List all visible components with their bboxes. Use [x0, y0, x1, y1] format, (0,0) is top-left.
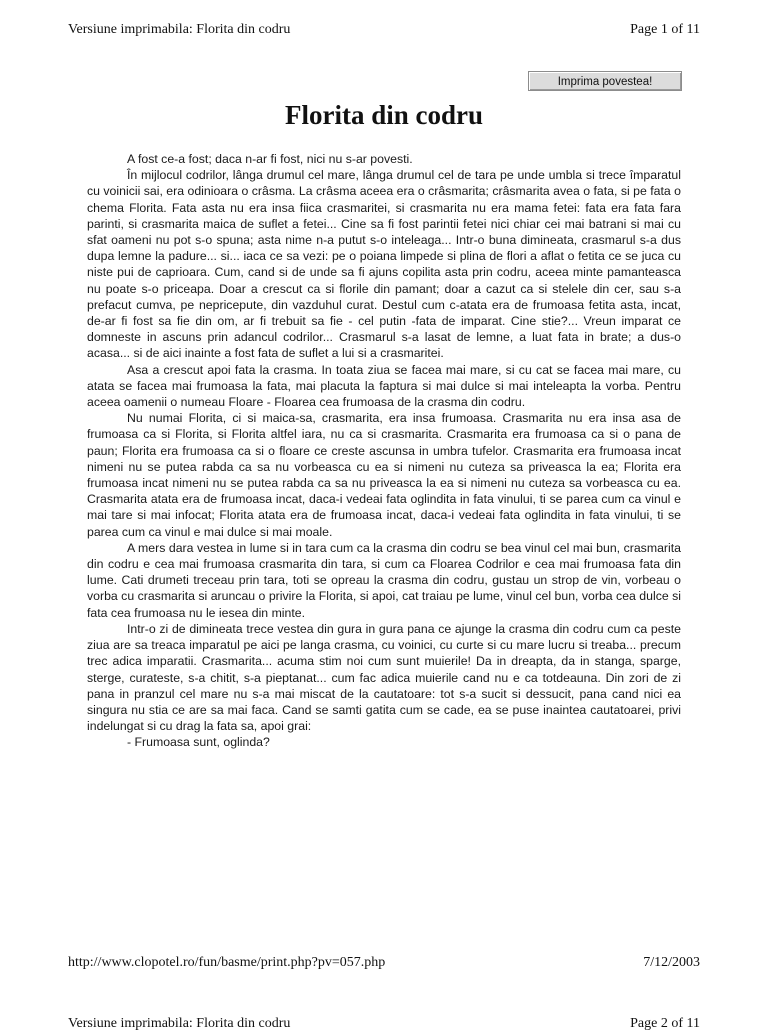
story-paragraph: Asa a crescut apoi fata la crasma. In toata ziua se facea mai mare, si cu cat se facea mai mare, cu atata se facea mai frumoasa la fata, mai placuta la faptura si mai dulce si mai inteleapta la vorba. Pentru aceea oamenii o numeau Floare - Floarea cea frumoasa de la crasma din codru.	[87, 362, 681, 410]
header-title: Versiune imprimabila: Florita din codru	[68, 22, 291, 37]
print-header	[68, 22, 700, 38]
print-footer	[68, 955, 700, 971]
story-paragraph: A mers dara vestea in lume si in tara cum ca la crasma din codru se bea vinul cel mai bun, crasmarita din codru e cea mai frumoasa crasmarita din tara, si cum ca Floarea Codrilor e cea mai frumoasa fata din lume. Cati drumeti treceau prin tara, toti se opreau la crasma din codru, gustau un strop de vin, vorbeau o vorba cu crasmarita si aruncau o privire la Florita, si apoi, cat traiau pe lume, vinul cel bun, vorba cea dulce si fata cea frumoasa nu le iesea din minte.	[87, 540, 681, 620]
story-paragraph: În mijlocul codrilor, lânga drumul cel mare, lânga drumul cel de tara pe unde umbla si trece împaratul cu voinicii sai, era odinioara o crâsma. La crâsma aceea era o crâsmarita; crâsmarita avea o fata, si pe fata o chema Florita. Fata asta nu era insa fiica crasmaritei, si crasmarita nu era mama fetei: fata era fata fara parinti, si crasmarita maica de suflet a fetei... Cine sa fi fost parintii fetei nici chiar cei mai batrani si mai cu sfat oameni nu pot s-o spuna; asta nime n-a putut s-o inteleaga... Intr-o buna dimineata, crasmarul s-a dus dupa lemne la padure... si... iaca ce sa vezi: pe o poiana limpede si plina de flori a aflat o fetita ce se juca cu niste pui de caprioara. Cum, cand si de unde sa fi ajuns copilita asta prin codru, aceea minte pamanteasca nu poate s-o priceapa. Doar a crescut ca si florile din pamant; doar a cazut ca si stelele din cer, sau s-a prefacut cumva, pe nepricepute, din vazduhul curat. Destul cum c-atata era de frumoasa fetita asta, incat, de-ar fi fost sa fie din om, ar fi trebuit sa fie - cel putin -fata de imparat. Cine stie?... Vreun imparat ce domneste in ascuns prin adancul codrilor... Crasmarul s-a lasat de lemne, a luat fata in brate; a dus-o acasa... si de aici inainte a fost fata de suflet a lui si a crasmaritei.	[87, 168, 681, 361]
next-header-page-number: Page 2 of 11	[630, 1016, 700, 1031]
next-page-header	[68, 1016, 700, 1032]
footer-date: 7/12/2003	[643, 955, 700, 970]
story-title: Florita din codru	[284, 100, 483, 130]
print-story-button[interactable]: Imprima povestea!	[528, 71, 682, 91]
story-paragraph: Intr-o zi de dimineata trece vestea din gura in gura pana ce ajunge la crasma din codru cum ca peste ziua are sa treaca imparatul pe aici pe langa crasma, cu voinici, cu curte si cu mare lucru si treaba... precum trec adica imparatii. Crasmarita... acuma stim noi cum sunt muierile! Da in dreapta, da in stanga, sparge, sterge, curateste, s-a chitit, s-a pieptanat... cum fac adica muierile cand nu e ca totdeauna. Din zori de zi pana in pranzul cel mare nu s-a mai miscat de la cautatoare: tot s-a sucit si dessucit, pana cand nici ea singura nu stia ce are sa mai faca. Cand se samti gatita cum se cade, ea se puse inaintea cautatoarei, privi indelungat si cu drag la fata sa, apoi grai:	[87, 621, 681, 734]
footer-url: http://www.clopotel.ro/fun/basme/print.php?pv=057.php	[68, 955, 386, 970]
header-page-number: Page 1 of 11	[630, 22, 700, 37]
story-dialog-line: - Frumoasa sunt, oglinda?	[127, 735, 270, 750]
story-paragraph: Nu numai Florita, ci si maica-sa, crasmarita, era insa frumoasa. Crasmarita nu era insa asa de frumoasa ca si Florita, si Florita altfel iara, nu ca si crasmarita. Crasmarita era frumoasa ca si o pana de paun; Florita era frumoasa ca si o floare ce creste ascunsa in umbra tufelor. Crasmarita era frumoasa incat nimeni nu se putea rabda ca sa nu vorbeasca cu ea si nimeni nu cuteza sa priveasca la ea; Florita era frumoasa incat nimeni nu se putea rabda ca sa nu priveasca la ea si nimeni nu cuteza sa vorbeasca cu ea. Crasmarita atata era de frumoasa incat, daca-i vedeai fata oglindita in fata vinului, ti se parea cum ca vinul e mai tare si mai infocat; Florita atata era de frumoasa incat, daca-i vedeai fata oglindita in fata vinului, ti se parea cum ca vinul e mai dulce si mai moale.	[87, 411, 681, 539]
story-body	[87, 151, 681, 751]
next-header-title: Versiune imprimabila: Florita din codru	[68, 1016, 291, 1031]
story-paragraph: A fost ce-a fost; daca n-ar fi fost, nici nu s-ar povesti.	[127, 152, 413, 166]
